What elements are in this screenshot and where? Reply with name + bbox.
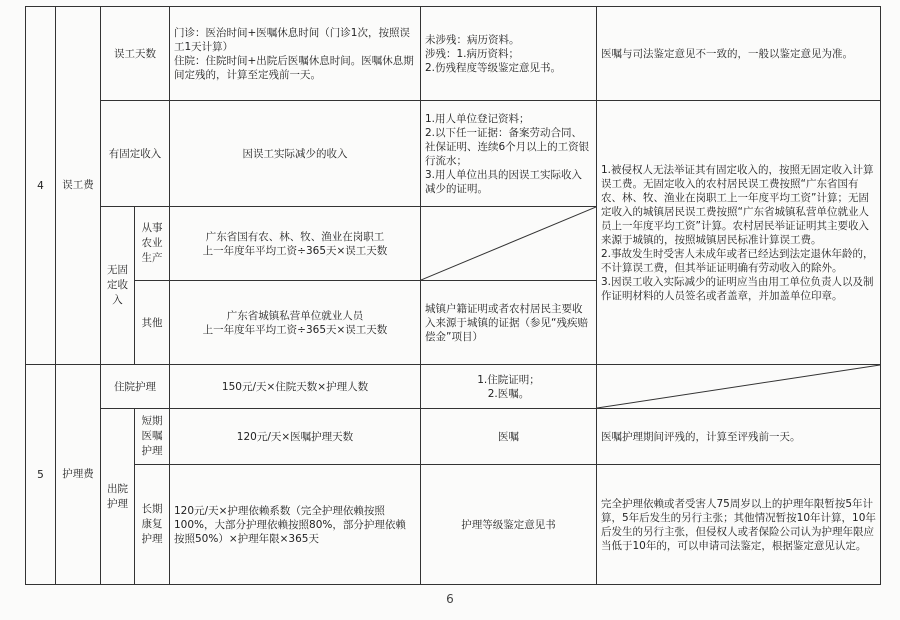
diagonal-empty-cell — [597, 365, 881, 409]
note-cell: 医嘱与司法鉴定意见不一致的，一般以鉴定意见为准。 — [597, 7, 881, 101]
row-number: 5 — [26, 365, 56, 585]
note-cell: 医嘱护理期间评残的，计算至评残前一天。 — [597, 409, 881, 465]
evidence-cell: 护理等级鉴定意见书 — [421, 465, 597, 585]
formula-cell: 150元/天×住院天数×护理人数 — [170, 365, 421, 409]
subcategory-cell: 短期医嘱护理 — [135, 409, 170, 465]
category-cell: 护理费 — [56, 365, 101, 585]
table-row — [26, 101, 881, 207]
subcategory-cell: 其他 — [135, 281, 170, 365]
page-number: 6 — [446, 592, 454, 606]
subcategory-cell: 住院护理 — [101, 365, 170, 409]
evidence-cell: 1.住院证明； 2.医嘱。 — [421, 365, 597, 409]
evidence-cell: 1.用人单位登记资料； 2.以下任一证据：备案劳动合同、社保证明、连续6个月以上的工资银行流水； 3.用人单位出具的因误工实际收入减少的证明。 — [421, 101, 597, 207]
diagonal-line — [421, 207, 596, 280]
formula-cell: 广东省国有农、林、牧、渔业在岗职工 上一年度年平均工资÷365天×误工天数 — [170, 207, 421, 281]
category-cell: 误工费 — [56, 7, 101, 365]
row-number: 4 — [26, 7, 56, 365]
subcategory-cell: 有固定收入 — [101, 101, 170, 207]
subcategory-cell: 误工天数 — [101, 7, 170, 101]
table-row — [26, 409, 881, 465]
note-cell: 完全护理依赖或者受害人75周岁以上的护理年限暂按5年计算，5年后发生的另行主张；其他情况暂按10年计算，10年后发生的另行主张，但侵权人或者保险公司认为护理年限应当低于10年的，可以申请司法鉴定，根据鉴定意见认定。 — [597, 465, 881, 585]
subcategory-cell: 出院护理 — [101, 409, 135, 585]
subcategory-cell: 长期康复护理 — [135, 465, 170, 585]
subcategory-cell: 无固定收入 — [101, 207, 135, 365]
note-cell: 1.被侵权人无法举证其有固定收入的，按照无固定收入计算误工费。无固定收入的农村居民误工费按照“广东省国有农、林、牧、渔业在岗职工上一年度平均工资”计算；无固定收入的城镇居民误工费按照“广东省城镇私营单位就业人员上一年度平均工资”计算。农村居民举证证明其主要收入来源于城镇的，按照城镇居民标准计算误工费。 2.事故发生时受害人未成年或者已经达到法定退休年龄的，不计算误工费，但其举证证明确有劳动收入的除外。 3.因误工收入实际减少的证明应当由用工单位负责人以及制作证明材料的人员签名或者盖章，并加盖单位印章。 — [597, 101, 881, 365]
diagonal-empty-cell — [421, 207, 597, 281]
formula-cell: 120元/天×医嘱护理天数 — [170, 409, 421, 465]
diagonal-line — [597, 365, 880, 408]
evidence-cell: 城镇户籍证明或者农村居民主要收入来源于城镇的证据（参见“残疾赔偿金”项目） — [421, 281, 597, 365]
formula-cell: 120元/天×护理依赖系数（完全护理依赖按照100%，大部分护理依赖按照80%，部分护理依赖按照50%）×护理年限×365天 — [170, 465, 421, 585]
compensation-table — [25, 6, 881, 585]
formula-cell: 因误工实际减少的收入 — [170, 101, 421, 207]
formula-cell: 广东省城镇私营单位就业人员 上一年度年平均工资÷365天×误工天数 — [170, 281, 421, 365]
table-row — [26, 465, 881, 585]
table-row — [26, 7, 881, 101]
evidence-cell: 未涉残：病历资料。 涉残：1.病历资料； 2.伤残程度等级鉴定意见书。 — [421, 7, 597, 101]
formula-cell: 门诊：医治时间+医嘱休息时间（门诊1次，按照误工1天计算） 住院：住院时间+出院后医嘱休息时间。医嘱休息期间定残的，计算至定残前一天。 — [170, 7, 421, 101]
evidence-cell: 医嘱 — [421, 409, 597, 465]
subcategory-cell: 从事农业生产 — [135, 207, 170, 281]
table-row — [26, 365, 881, 409]
